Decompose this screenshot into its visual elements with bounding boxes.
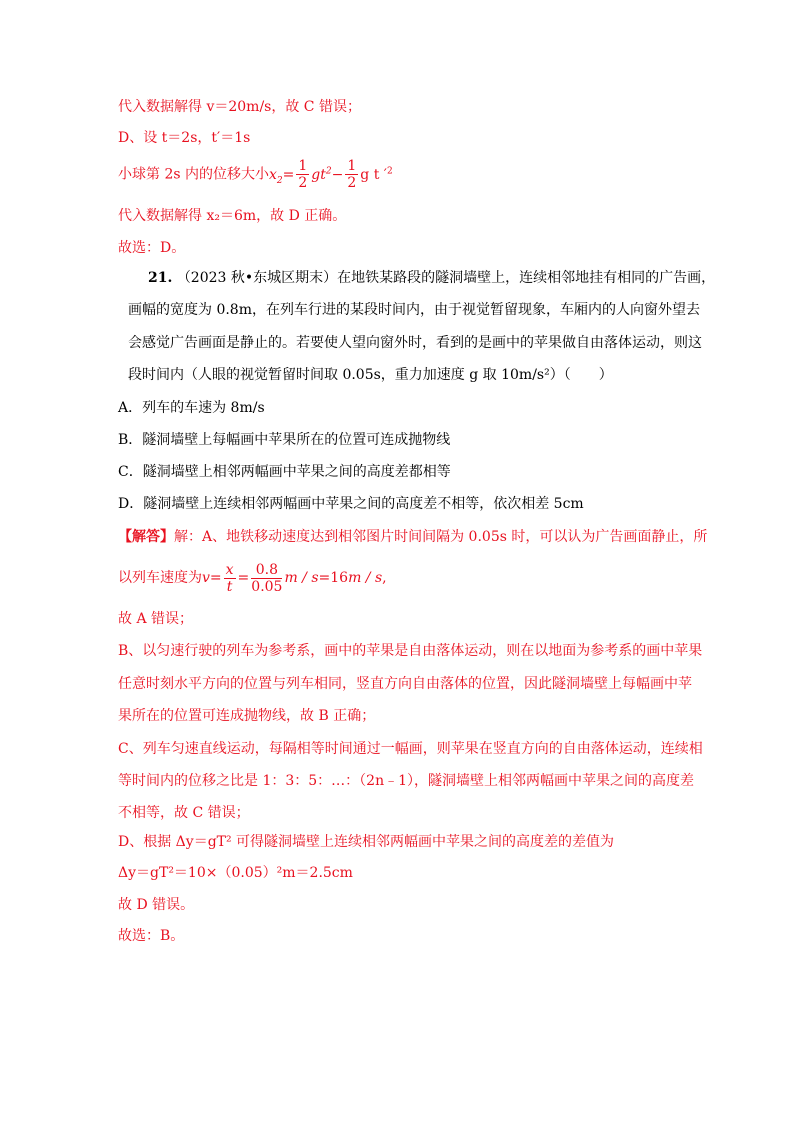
answer-final: 故选：B。 [118,928,185,944]
answer-b-line3: 果所在的位置可连成抛物线，故 B 正确； [118,708,376,724]
answer-c-line3: 不相等，故 C 错误； [118,805,250,821]
answer-d-line2: Δy＝gT²＝10×（0.05）²m＝2.5cm [118,865,353,881]
question-21-line1 [148,268,715,288]
line-substitute-x2: 代入数据解得 x₂＝6m，故 D 正确。 [118,208,347,224]
question-number: 21. [148,270,173,286]
line-substitute-v: 代入数据解得 v＝20m/s，故 C 错误； [118,99,361,115]
answer-b-line2: 任意时刻水平方向的位置与列车相同，竖直方向自由落体的位置，因此隧洞墙壁上每幅画中苹 [118,676,692,692]
answer-b-line1: B、以匀速行驶的列车为参考系，画中的苹果是自由落体运动，则在以地面为参考系的画中苹果 [118,643,703,659]
option-c: C．隧洞墙壁上相邻两幅画中苹果之间的高度差都相等 [118,464,451,480]
answer-a-prefix: 以列车速度为 [118,570,202,586]
question-21-line3: 会感觉广告画面是静止的。若要使人望向窗外时，看到的是画中的苹果做自由落体运动，则这 [128,335,702,351]
question-21-line2: 画幅的宽度为 0.8m，在列车行进的某段时间内，由于视觉暂留现象，车厢内的人向窗外望去 [128,302,700,318]
answer-d-line1: D、根据 Δy＝gT² 可得隧洞墙壁上连续相邻两幅画中苹果之间的高度差的差值为 [118,834,615,850]
line-displacement-formula [118,154,393,197]
option-d: D．隧洞墙壁上连续相邻两幅画中苹果之间的高度差不相等，依次相差 5cm [118,496,584,512]
line-choose-d: 故选：D。 [118,240,186,256]
answer-a-line1 [118,527,707,547]
speed-formula: v= $\frac{x}{t}$ = $\frac{0.8}{0.05}$ m / s=16m / s, [202,561,387,595]
answer-c-line1: C、列车匀速直线运动，每隔相等时间通过一幅画，则苹果在竖直方向的自由落体运动，连续相 [118,741,703,757]
question-21-line4: 段时间内（人眼的视觉暂留时间取 0.05s，重力加速度 g 取 10m/s²）（ ） [128,367,613,383]
answer-tag: 【解答】 [118,529,174,545]
answer-c-line2: 等时间内的位移之比是 1：3：5：…：（2n﹣1），隧洞墙壁上相邻两幅画中苹果之间的高度差 [118,773,695,789]
answer-a-text: 解：A、地铁移动速度达到相邻图片时间间隔为 0.05s 时，可以认为广告画面静止，所 [174,529,708,545]
line-set-t: D、设 t＝2s，t′＝1s [118,130,251,146]
displacement-prefix: 小球第 2s 内的位移大小 [118,166,269,183]
question-text-1: （2023 秋•东城区期末）在地铁某路段的隧洞墙壁上，连续相邻地挂有相同的广告画， [176,270,716,286]
answer-a-line2 [118,560,387,596]
option-b: B．隧洞墙壁上每幅画中苹果所在的位置可连成抛物线 [118,432,451,448]
option-a: A．列车的车速为 8m/s [118,400,265,416]
answer-d-line3: 故 D 错误。 [118,897,195,913]
displacement-formula: $x_2=$ $\frac{1}{2}$ $gt^2-$ $\frac{1}{2}$ g t $'^2$ [269,158,393,192]
answer-a-line3: 故 A 错误； [118,611,194,627]
